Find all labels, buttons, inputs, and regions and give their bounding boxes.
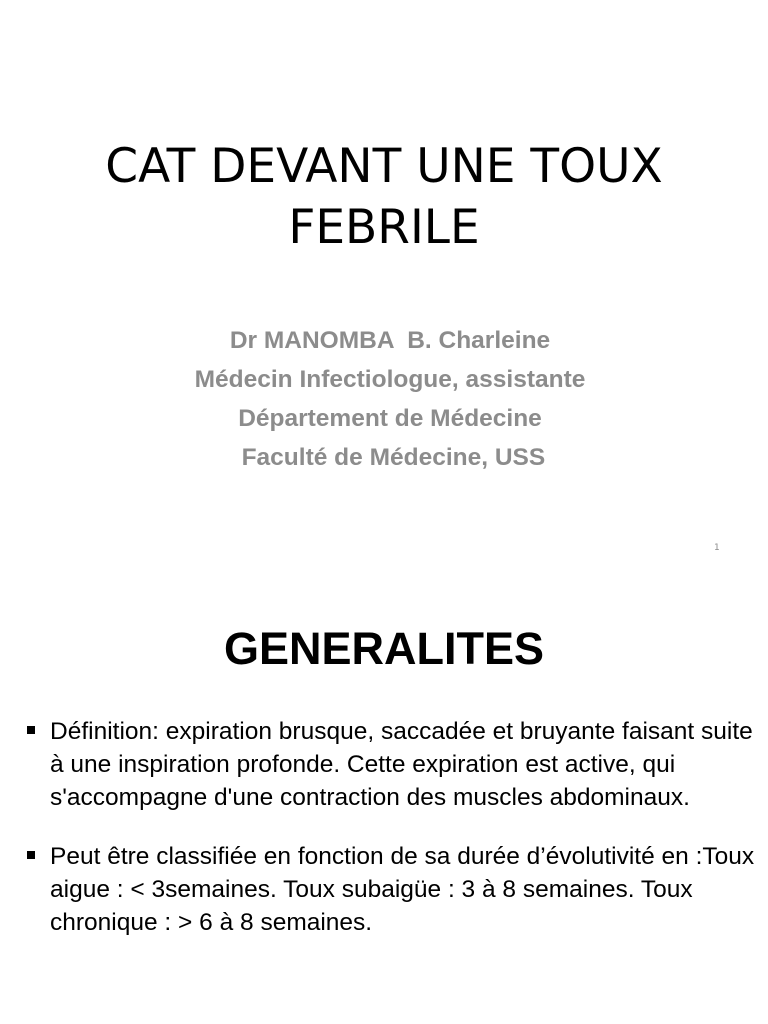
- section-heading: GENERALITES: [223, 623, 545, 674]
- square-bullet-icon: [27, 851, 35, 859]
- slide-subtitle: [0, 321, 768, 477]
- author-faculty: Faculté de Médecine, USS: [234, 444, 546, 471]
- author-department: Département de Médecine: [238, 405, 542, 432]
- bullet-item-definition: [0, 715, 768, 814]
- bullet-list: [0, 715, 768, 965]
- author-role: Médecin Infectiologue, assistante: [194, 366, 586, 393]
- author-name: Dr MANOMBA B. Charleine: [229, 327, 551, 354]
- content-slide: [0, 576, 768, 1024]
- bullet-item-classification: [0, 840, 768, 939]
- slide-title-line: CAT DEVANT UNE TOUX: [105, 139, 663, 194]
- square-bullet-icon: [27, 726, 35, 734]
- slide-title: [0, 136, 768, 258]
- bullet-text: Peut être classifiée en fonction de sa durée d’évolutivité en :Toux aigue : < 3semaines. Toux subaigüe : 3 à 8 semaines. Toux chronique : > 6 à 8 semaines.: [50, 843, 755, 936]
- slide-number: 1: [714, 543, 720, 553]
- slide-title-line: FEBRILE: [288, 200, 480, 255]
- bullet-text: Définition: expiration brusque, saccadée et bruyante faisant suite à une inspiration profonde. Cette expiration est active, qui s'accompagne d'une contraction des muscles abdominaux.: [50, 718, 753, 811]
